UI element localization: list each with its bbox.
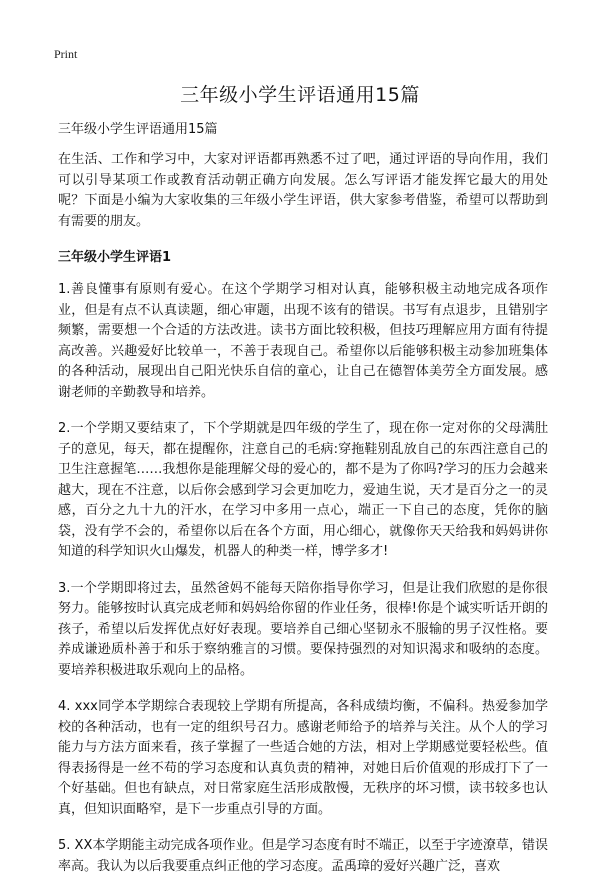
comment-item-1: 1.善良懂事有原则有爱心。在这个学期学习相对认真，能够积极主动地完成各项作业，但是有点不认真读题，细心审题，出现不该有的错误。书写有点退步，且错别字频繁，需要想一个合适的方法改进。读书方面比较积极，但技巧理解应用方面有待提高改善。兴趣爱好比较单一，不善于表现自己。希望你以后能够积极主动参加班集体的各种活动，展现出自己阳光快乐自信的童心，让自己在德智体美劳全方面发展。感谢老师的辛勤教导和培养。 <box>58 282 548 400</box>
section-heading: 三年级小学生评语1 <box>58 250 172 265</box>
comment-item-4: 4. xxx同学本学期综合表现较上学期有所提高，各科成绩均衡，不偏科。热爱参加学校的各种活动，也有一定的组织号召力。感谢老师给予的培养与关注。从个人的学习能力与方法方面来看，孩子掌握了一些适合她的方法，相对上学期感觉要轻松些。值得表扬得是一丝不苟的学习态度和认真负责的精神，对她日后价值观的形成打下了一个好基础。但也有缺点，对日常家庭生活形成散慢，无秩序的坏习惯，读书较多也认真，但知识面略窄，是下一步重点引导的方面。 <box>58 699 548 817</box>
document-subtitle: 三年级小学生评语通用15篇 <box>58 122 218 137</box>
document-body <box>58 120 548 893</box>
comment-item-2: 2.一个学期又要结束了，下个学期就是四年级的学生了，现在你一定对你的父母满肚子的意见，每天，都在提醒你，注意自己的毛病:穿拖鞋别乱放自己的东西注意自己的卫生注意握笔……我想你是能理解父母的爱心的，都不是为了你吗?学习的压力会越来越大，现在不注意，以后你会感到学习会更加吃力，爱迪生说，天才是百分之一的灵感，百分之九十九的汗水，在学习中多用一点心，端正一下自己的态度，凭你的脑袋，没有学不会的，希望你以后在各个方面，用心细心，就像你天天给我和妈妈讲你知道的科学知识火山爆发，机器人的种类一样，博学多才! <box>58 421 548 559</box>
print-label: Print <box>54 47 78 61</box>
comment-item-3: 3.一个学期即将过去，虽然爸妈不能每天陪你指导你学习，但是让我们欣慰的是你很努力。能够按时认真完成老师和妈妈给你留的作业任务，很棒!你是个诚实听话开朗的孩子，希望以后发挥优点好好表现。要培养自己细心坚韧永不服输的男子汉性格。要养成谦逊质朴善于和乐于察纳雅言的习惯。要保持强烈的对知识渴求和吸纳的态度。要培养积极进取乐观向上的品格。 <box>58 580 548 678</box>
intro-paragraph: 在生活、工作和学习中，大家对评语都再熟悉不过了吧，通过评语的导向作用，我们可以引导某项工作或教育活动朝正确方向发展。怎么写评语才能发挥它最大的用处呢？下面是小编为大家收集的三年级小学生评语，供大家参考借鉴，希望可以帮助到有需要的朋友。 <box>58 152 548 229</box>
page-title: 三年级小学生评语通用15篇 <box>180 84 420 106</box>
comment-item-5: 5. XX本学期能主动完成各项作业。但是学习态度有时不端正，以至于字迹潦草，错误率高。我认为以后我要重点纠正他的学习态度。孟禹璋的爱好兴趣广泛，喜欢 <box>58 838 548 874</box>
